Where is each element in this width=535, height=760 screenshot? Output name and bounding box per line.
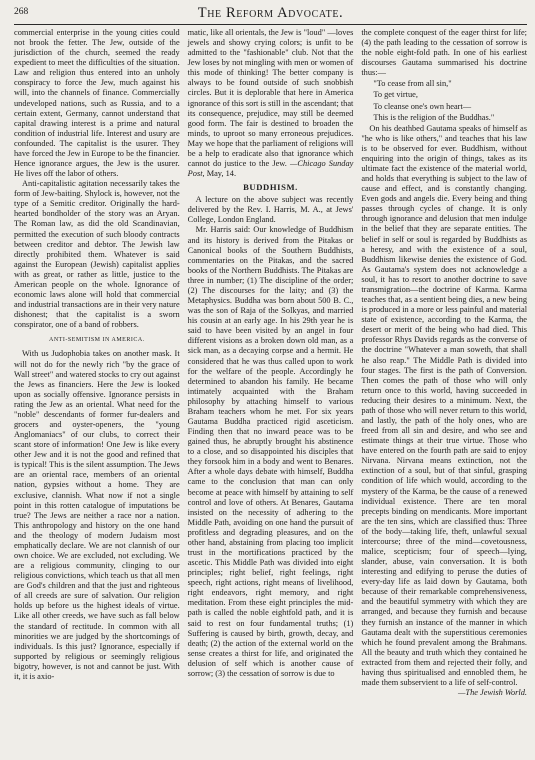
journal-title: The Reform Advocate. xyxy=(197,5,344,21)
page-header xyxy=(14,4,527,25)
column-right xyxy=(361,28,527,698)
verse-line: To cleanse one's own heart— xyxy=(373,101,472,111)
section-heading: ANTI-SEMITISM IN AMERICA. xyxy=(49,337,145,344)
paragraph: commercial enterprise in the young cities could not brook the fetter. The Jew, outside of the jurisdiction of the church, seemed the ready expedient to meet the difficulties of the situation. Law and religion thus entered into an unholy conspiracy to force the Jew, much against his will, into the channels of finance. Commercially undeveloped nations, such as Russia, and to a certain extent, Germany, cannot understand that capital drawing interest is a prime and natural condition of industrial life. Interest and usury are confounded. The capitalist is the usurer. They have forced the Jew in Europe to be the financier. Hence ignorance argues, the Jew is the usurer. He lives off the labor of others. xyxy=(14,28,180,179)
verse-line: "To cease from all sin," xyxy=(373,79,452,89)
source-attribution: —Chicago Sunday Post, xyxy=(187,159,354,179)
source-date: May, 14. xyxy=(206,169,237,179)
page-number: 268 xyxy=(14,7,29,17)
column-left xyxy=(14,28,180,698)
paragraph: A lecture on the above subject was recently delivered by the Rev. I. Harris, M. A., at Jews' College, London England. xyxy=(187,195,354,225)
article-columns xyxy=(14,28,527,698)
paragraph-text: matic, like all orientals, the Jew is "loud" —loves jewels and showy crying colors; is unfit to be admitted to the "fashionable" club. Not that the Jew loses by not mingling with men or women of this mode of thinking! The better company is always to be found outside of such snobbish circles. But it is deplorable that here in America ignorance of this sort is still in the ascendant; that its consequence, prejudice, may still be deemed good form. The fair is destined to broaden the minds, to uproot so many erroneous prejudices. May we hope that the parliament of religions will be a help to eradicate also that ignorance which cannot do justice to the Jew. xyxy=(187,28,354,169)
paragraph: With us Judophobia takes on another mask. It will not do for the newly rich "by the grace of Wall street" and watered stocks to cry out against the Jews as financiers. Here the Jew is looked upon as socially offensive. Ignorance persists in rating the Jew as an oriental. What need for the "noble" descendants of former fur-dealers and grocers and oyster-openers, the "young Anglomaniacs" of our clubs, to correct their scant store of information! One Jew is like every other Jew and it is not the good and refined that is typical! This is the silent assumption. The Jews are an oriental race, members of an oriental nation, gypsies without a home. They are exclusive, clannish. What now if not a single point in this rotten catalogue of imputations be true? The Jews are neither a race nor a nation. This anthropology and history on the one hand and the theology of modern Judaism most emphatically declare. We are not clannish of our own choice. We are excluded, not excluding. We are a religious community, clinging to our religious convictions, which teach us that all men are God's children and that the just and righteous of all creeds are sure of salvation. Our religion holds up before us the highest ideals of virtue. Like all other creeds, we have such as fall below the standard of rectitude. In common with all minorities we are judged by the shortcomings of individuals. Is this just? Ignorance, especially if supported by religious or seemingly religious bigotry, however, is not and cannot be just. With it, it is axio- xyxy=(14,349,180,681)
paragraph: On his deathbed Gautama speaks of himself as "he who is like others," and teaches that his law is to be observed for ever. Buddhism, without enquiring into the origin of things, takes as its ultimate fact the existence of the material world, and holds that everything is subject to the law of cause and effect, and is constantly changing. Even gods and angels die. Every being and thing passes through cycles of change. It is only through ignorance and delusion that men indulge in the belief that they are separate entities. The belief in self or soul is regarded by Buddhists as a heresy, and with the existence of a soul, Buddhism likewise denies the existence of God. As Gautama's system does not acknowledge a soul, it has to resort to another doctrine to save transmigration—the doctrine of Karma. Karma teaches that, as a sentient being dies, a new being is produced in a more or less painful and material state of existence, according to the Karma, the desert or merit of the being who had died. This professor Rhys Davids regards as the converse of the doctrine "Whatever a man soweth, that shall he also reap." The Middle Path is divided into four stages. The first is the path of Conversion. Then comes the path of those who will only return once to this world, having succeeded in reducing their desires to a minimum. Next, the path of those who will never return to this world, and lastly, the path of the holy ones, who are freed from all sin and desire, and who see and estimate things at their true virtue. Those who have entered on the fourth path are said to enjoy Nirvana. Nirvana means extinction, not the extinction of a soul, but of that sinful, grasping condition of life which would, according to the mystery of the Karma, be the cause of a renewed individual existence. There are ten moral precepts binding on mendicants. More important are the ten sins, which are classified thus: Three of the body—taking life, theft, unlawful sexual intercourse; three of the mind—covetousness, malice, scepticism; four of speech—lying, slander, abuse, vain conversation. It is both interesting and edifying to peruse the duties of every-day life as laid down by Gautama, both because of their remarkable comprehensiveness, and the beautiful symmetry with which they are arranged, and because they furnish and because they furnish an instance of the manner in which Gautama dealt with the superstitious ceremonies which he found prevalent among the Brahmans. All the beauty and truth which they contained he extracted from them and rejected their folly, and having thus spiritualised and ennobled them, he made them subservient to a life of self-control. xyxy=(361,123,528,687)
verse-line: This is the religion of the Buddhas." xyxy=(373,112,495,122)
source-attribution: —The Jewish World. xyxy=(458,688,528,698)
paragraph: Anti-capitalistic agitation necessarily takes the form of Jew-baiting. Shylock is, however, not the type of a Semitic creditor. Originally the hard-hearted bondholder of the story was an Aryan. The Roman law, as did the old Scandinavian, permitted the execution of such bloody contracts between creditor and debtor. The Jewish law directly prohibited them. Whatever is said against the European (Jewish) capitalist applies with as great, or rather as little, justice to the American people on the whole. Ignorance of economic laws alone will hold that commercial and industrial transactions are in their very nature dishonest; that the capitalist is a sworn conspirator, one of a band of robbers. xyxy=(14,179,180,330)
paragraph xyxy=(188,28,354,179)
paragraph: the complete conquest of the eager thirst for life; (4) the path leading to the cessation of sorrow is the noble eight-fold path. In one of his earliest discourses Gautama summarised his doctrine thus:— xyxy=(361,28,528,78)
verse-line: To get virtue, xyxy=(373,90,418,100)
article-title: BUDDHISM. xyxy=(243,182,298,193)
column-middle xyxy=(188,28,354,698)
paragraph: Mr. Harris said: Our knowledge of Buddhism and its history is derived from the Pitakas or Canonical books of the Southern Buddhists, commentaries on the Pitakas, and the sacred books of the Northern Buddhists. The Pitakas are three in number; (1) The discipline of the order; (2) The discourses for the laity; and (3) the Metaphysics. Buddha was born about 500 B. C., was the son of Raja of the Solkyas, and married his cousin at an early age. In his 29th year he is said to have been visited by an angel in four different visions as a broken down old man, as a sick man, as a decaying corpse and a hermit. He considered that he was thus called upon to work for the welfare of the people. Accordingly he determined to abandon his family. He became intimately acquainted with the Braham philosophy by attaching himself to various Braham teachers whom he met. For six years Gautama Buddha practiced rigid asceticism. Finding then that no inward peace was to be gained thus, he abruptly brought his abstinence to a close, and so disappointed his disciples that they forsook him in a body and went to Benares. After a whole days debate with himself, Buddha came to the conclusion that man can only become at peace with himself by attaining to self control and love of others. At Benares, Gautama insisted on the necessity of adhering to the Middle Path, avoiding on one hand the pursuit of profitless and degrading pleasures, and on the other hand, abstaining from placing too implicit trust in the mortifications practiced by the ascetic. This Middle Path was divided into eight principles; right belief, right feelings, right speech, right actions, right means of livelihood, right endeavors, right memory, and right meditation. From these eight principles the mid-path is called the noble eightfold path, and it is said to rest on four fundamental truths; (1) Suffering is caused by birth, growth, decay, and death; (2) the action of the external world on the sense creates a thirst for life, and originated the delusion of self which is another cause of sorrow; (3) the cessation of sorrow is due to xyxy=(187,225,354,678)
